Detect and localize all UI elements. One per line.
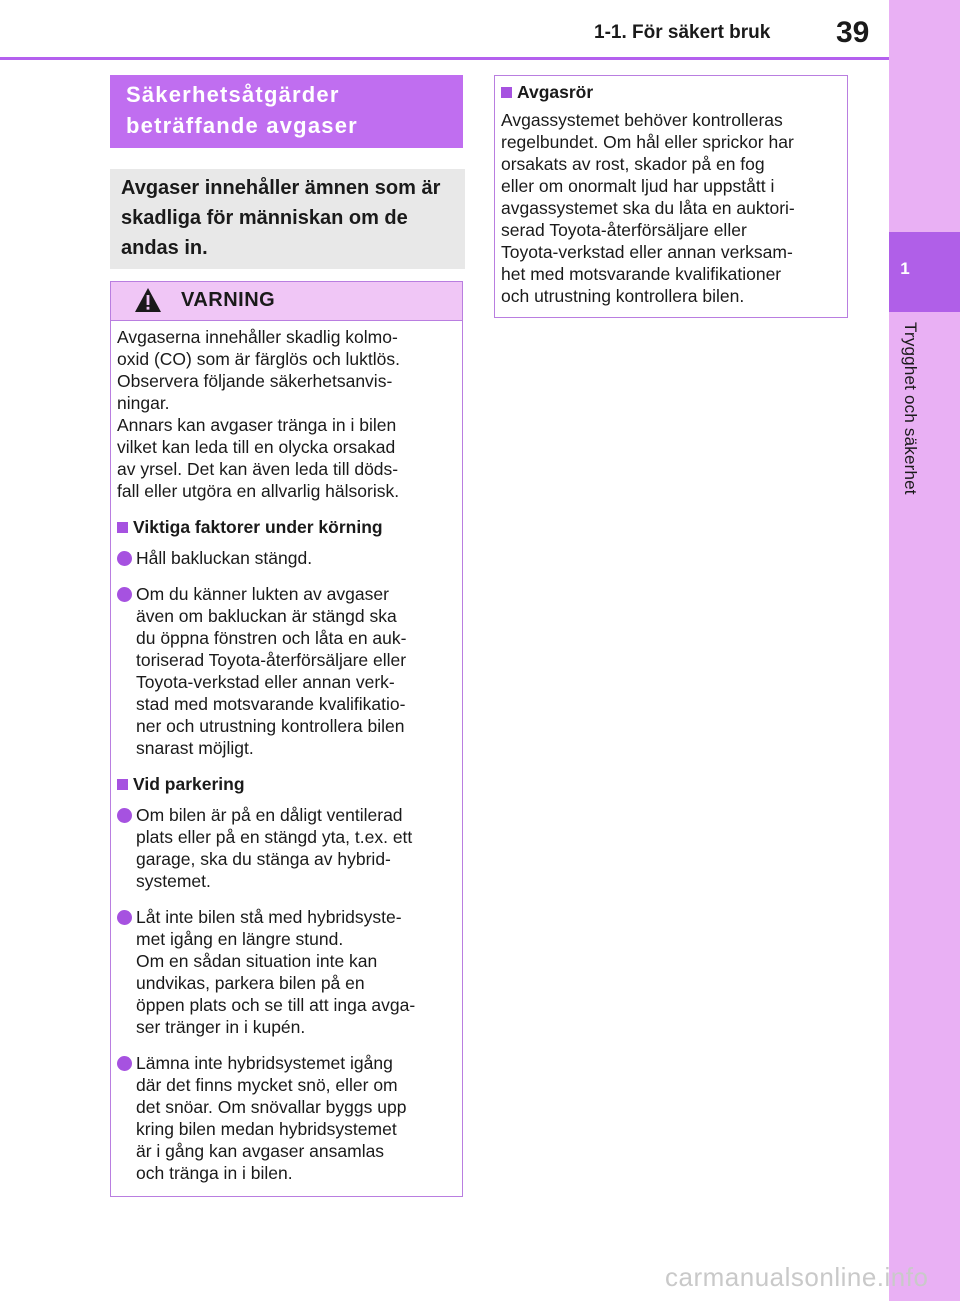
round-bullet-icon <box>117 587 132 602</box>
subheading-driving-text: Viktiga faktorer under körning <box>133 517 383 537</box>
warning-header <box>111 282 462 321</box>
side-strip <box>889 0 960 1301</box>
square-bullet-icon <box>501 87 512 98</box>
subheading-driving <box>117 516 457 538</box>
square-bullet-icon <box>117 522 128 533</box>
info-box-exhaust-pipe <box>494 75 848 318</box>
warning-triangle-icon <box>134 287 162 313</box>
round-bullet-icon <box>117 1056 132 1071</box>
watermark: carmanualsonline.info <box>665 1262 929 1292</box>
info-heading <box>501 82 593 103</box>
info-heading-text: Avgasrör <box>517 82 594 102</box>
list-item: Låt inte bilen stå med hybridsyste- met igång en längre stund. Om en sådan situation inte kan undvikas, parkera bilen på en öppen plats och se till att inga avga- ser tränger in i kupén. <box>117 906 457 1038</box>
info-text: Avgassystemet behöver kontrolleras regelbundet. Om hål eller sprickor har orsakats av rost, skador på en fog eller om onormalt ljud har uppstått i avgassystemet ska du låta en auktori- serad Toyota-återförsäljare eller Toyota-verkstad eller annan verksam- het med motsvarande kvalifikationer och utrustning kontrollera bilen. <box>501 110 795 306</box>
warning-box <box>110 281 463 1197</box>
warning-title: VARNING <box>181 289 276 311</box>
round-bullet-icon <box>117 551 132 566</box>
list-item: Om bilen är på en dåligt ventilerad plats eller på en stängd yta, t.ex. ett garage, ska du stänga av hybrid- systemet. <box>117 804 457 892</box>
round-bullet-icon <box>117 910 132 925</box>
round-bullet-icon <box>117 808 132 823</box>
subheading-parking <box>117 773 457 795</box>
list-item: Lämna inte hybridsystemet igång där det finns mycket snö, eller om det snöar. Om snövallar byggs upp kring bilen medan hybridsystemet är i gång kan avgaser ansamlas och tränga in i bilen. <box>117 1052 457 1184</box>
section-title: 1-1. För säkert bruk <box>594 22 771 43</box>
list-item: Håll bakluckan stängd. <box>117 547 457 569</box>
square-bullet-icon <box>117 779 128 790</box>
header-divider <box>0 57 890 60</box>
intro-box <box>110 169 465 269</box>
page-number: 39 <box>836 16 870 49</box>
subheading-parking-text: Vid parkering <box>133 774 245 794</box>
warning-intro: Avgaserna innehåller skadlig kolmo- oxid (CO) som är färglös och luktlös. Observera följande säkerhetsanvis- ningar. Annars kan avgaser tränga in i bilen vilket kan leda till en olycka orsakad av yrsel. Det kan även leda till döds- fall eller utgöra en allvarlig hälsorisk. <box>117 327 401 501</box>
section-heading: Säkerhetsåtgärder beträffande avgaser <box>126 82 358 138</box>
section-heading-box <box>110 75 463 148</box>
chapter-tab-label: Trygghet och säkerhet <box>901 322 920 495</box>
warning-body <box>117 326 457 1198</box>
chapter-tab-number: 1 <box>900 259 910 278</box>
intro-text: Avgaser innehåller ämnen som är skadliga för människan om de andas in. <box>121 177 441 259</box>
list-item: Om du känner lukten av avgaser även om bakluckan är stängd ska du öppna fönstren och låta en auk- toriserad Toyota-återförsäljare eller Toyota-verkstad eller annan verk- stad med motsvarande kvalifikatio- ner och utrustning kontrollera bilen snarast möjligt. <box>117 583 457 759</box>
